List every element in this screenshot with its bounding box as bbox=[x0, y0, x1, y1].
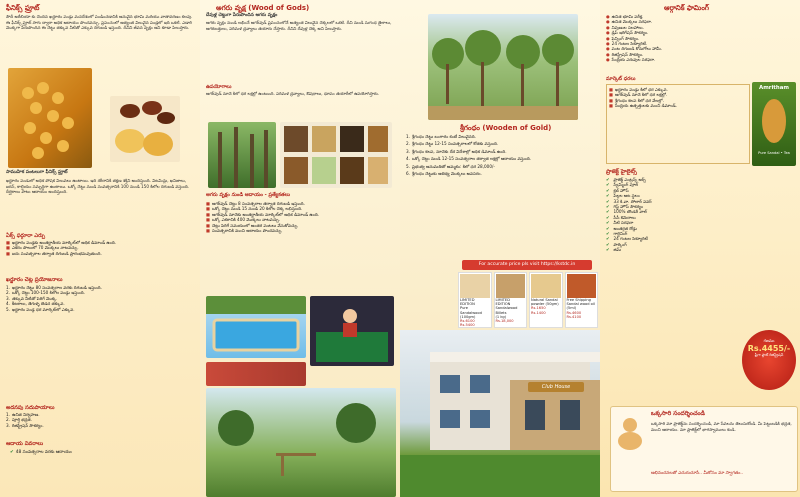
price-badge bbox=[742, 330, 796, 390]
club-house-illustration bbox=[400, 330, 600, 497]
market-box: ■ ఖర్జూరం పండ్లు కిలో ధర ఎక్కువ. ■ అగర్‌వుడ్ నూనె కిలో ధర లక్షల్లో. ■ శ్రీగంధం కలప కిలో ధర వేలల్లో. ■ సేంద్రియ ఉత్పత్తులకు మంచి డిమాండ్. bbox=[606, 84, 750, 164]
amritham-title: Amritham bbox=[759, 85, 789, 91]
garden-park-photo bbox=[206, 388, 396, 497]
visit-closing: అభినందనలతో ఎదురుచూసే.. మీకోసం మా స్వాగతం.. bbox=[651, 471, 744, 476]
club-house-scene bbox=[400, 330, 600, 497]
uses-heading: ఉపయోగాలు bbox=[206, 84, 232, 90]
column-phoenix-fruit bbox=[0, 0, 201, 497]
sandal-figure-illustration bbox=[754, 91, 794, 147]
billiards-photo bbox=[310, 296, 394, 366]
phoenix-body: ఖర్జూరం పండులో అధిక పోషక విలువలు ఉంటాయి. ఇది శరీరానికి తక్షణ శక్తిని అందిస్తుంది. విటమిన్లు, ఖనిజాలు, ఐరన్, కాల్షియం సమృద్ధిగా ఉంటాయి. ఒక్కో చెట్టు నుండి సంవత్సరానికి 100 నుండి 150 కిలోల దిగుబడి వస్తుంది. దీర్ఘకాలం పాటు ఆదాయం అందిస్తుంది. bbox=[6, 178, 190, 195]
amritham-subtitle: Pure Sandal • Tea bbox=[758, 151, 790, 155]
product-card[interactable]: Natural Sandal powder (50gm) Rs.1650 Rs.1400 bbox=[529, 272, 563, 328]
agarwood-intro: అగరు వృక్షం నుండి లభించే అగర్‌వుడ్ ప్రపంచంలోనే అత్యంత విలువైన చెక్కలలో ఒకటి. దీని నుండి సుగంధ తైలాలు, అగరబత్తులు, పరిమళ ద్రవ్యాలు తయారు చేస్తారు. దీనిని దేవుళ్ల చెక్క అని పిలుస్తారు. bbox=[206, 20, 392, 31]
swimming-pool-photo bbox=[206, 296, 306, 358]
subtitle-3: అదనపు సదుపాయాలు bbox=[6, 405, 55, 411]
agarwood-forest-photo bbox=[208, 122, 276, 188]
visit-box bbox=[610, 406, 798, 492]
column-agarwood bbox=[200, 0, 401, 497]
sandalwood-trees-photo bbox=[428, 14, 578, 120]
agarwood-products-photo bbox=[280, 122, 392, 188]
shop-note-banner: For accurate price pls visit https://kstdc.in bbox=[462, 260, 592, 270]
organic-title: ఆర్గానిక్ ఫామింగ్ bbox=[664, 4, 709, 12]
dates-caption: సాముహిక పంటలుగా ఫీనిక్స్ ఫ్రూట్ bbox=[6, 170, 68, 175]
dates-bunch-photo bbox=[8, 68, 92, 168]
trees-illustration bbox=[428, 14, 578, 120]
phoenix-intro: సౌదీ అరేబియా కు చెందిన ఖర్జూరం పండ్లు మనదేశంలో పండించడానికి అనువైన భూమి మరియు వాతావరణం కలవు. ఈ ఫీనిక్స్ ఫ్రూట్ సాగు ద్వారా అధిక ఆదాయం పొందవచ్చు. ప్రపంచంలో అత్యంత విలువైన పండ్లలో ఇది ఒకటి. ఎడారి మొక్కగా పేరుపొందిన ఈ చెట్టు తక్కువ నీటితో ఎక్కువ దిగుబడి ఇస్తుంది. దీనిని జీవన వృక్షం అని కూడా పిలుస్తారు. bbox=[6, 14, 193, 31]
product-card[interactable]: Free Shipping Sandal wood oil (5ml) Rs.4600 Rs.4100 bbox=[565, 272, 599, 328]
bullets-1 bbox=[6, 240, 194, 256]
market-box-heading: మార్కెట్ ధరలు bbox=[606, 76, 636, 82]
organic-features: ● ఉచిత భూమి పరీక్ష. ● ఉచిత మొక్కలు సరఫరా. ● నిపుణుల సలహాలు. ● డ్రిప్ ఇరిగేషన్ సౌకర్యం. ● ఫెన్సింగ్ సౌకర్యం. ● 24 గంటల సెక్యూరిటీ. ● పంట దిగుబడి కొనుగోలు హామీ. ● రిజిస్ట్రేషన్ సౌకర్యం. ● సేంద్రియ ఎరువుల సరఫరా. bbox=[606, 14, 663, 63]
dates-bunch-illustration bbox=[8, 68, 92, 168]
sandalwood-numbered: 1. శ్రీగంధం చెట్టు బంగారం కంటే విలువైనది. 2. శ్రీగంధం చెట్టు 12-15 సంవత్సరాలలో కోతకు వస్తుంది. 3. శ్రీగంధం కలప, నూనెకు దేశ విదేశాల్లో అధిక డిమాండ్ ఉంది. 4. ఒక్కో చెట్టు నుండి 12-15 సంవత్సరాల తర్వాత లక్షల్లో ఆదాయం వస్తుంది. 5. ప్రభుత్వ అనుమతితో అమ్మకం: కిలో ధర 28,000/- 6. శ్రీగంధం చెట్టుకు ఆతిథ్య మొక్కలు అవసరం. bbox=[406, 134, 532, 177]
section2-bullets: ■ అగర్‌వుడ్ చెట్టు 8 సంవత్సరాల తర్వాత దిగుబడి ఇస్తుంది. ■ ఒక్కో చెట్టు నుండి 15 నుండి 20 కిలోల చెక్క లభిస్తుంది. ■ అగర్‌వుడ్ నూనెకు అంతర్జాతీయ మార్కెట్‌లో అధిక డిమాండ్ ఉంది. ■ ఒక్కో ఎకరానికి 400 మొక్కలు నాటవచ్చు. ■ చెట్లు పెరిగే సమయంలో అంతర పంటలు వేసుకోవచ్చు. ■ సంవత్సరానికి మంచి ఆదాయం పొందవచ్చు. bbox=[206, 201, 320, 234]
subtitle-1: ఏక్స్ ఫర్గూరా ఎర్పు bbox=[6, 233, 46, 239]
bullet-item: ■ ఐదు సంవత్సరాల తర్వాత దిగుబడి ప్రారంభమవుతుంది. bbox=[6, 250, 102, 256]
amritham-ad bbox=[752, 82, 796, 166]
section2-heading: అగరు వృక్షం నుండి ఆదాయం - ప్రత్యేకతలు bbox=[206, 192, 290, 198]
bullet-item: ■ ఎకరం పొలంలో 70 మొక్కలు నాటవచ్చు. bbox=[6, 245, 79, 251]
subtitle-2: ఖర్జూరం చెట్ల ప్రయోజనాలు bbox=[6, 277, 63, 283]
price-bottom: ఫ్రీగా ప్లాట్ రిజిస్ట్రేషన్ bbox=[754, 353, 784, 357]
price-top: గజము bbox=[763, 338, 775, 343]
numbered-3: 1. ఉచిత నిర్వహణ. 2. పూర్తి భద్రత. 3. రిజిస్ట్రేషన్ సౌకర్యం. bbox=[6, 412, 44, 428]
bullet-item: ■ ఖర్జూరం పండ్లకు అంతర్జాతీయ మార్కెట్‌లో అధిక డిమాండ్ ఉంది. bbox=[6, 240, 117, 245]
column-features bbox=[600, 0, 800, 497]
subtitle-4: ఆదాయ వివరాలు bbox=[6, 441, 44, 447]
paving-photo bbox=[206, 362, 306, 386]
buddha-icon bbox=[615, 415, 645, 451]
dates-fruit-photo bbox=[110, 96, 180, 162]
agarwood-title: అగరు వృక్ష (Wood of Gods) bbox=[216, 4, 310, 12]
forest-illustration bbox=[208, 122, 276, 188]
visit-text: ఒక్కసారి మా ప్రాజెక్ట్‌ను సందర్శించండి, మా సేవలను తెలుసుకోండి. మీ పెట్టుబడికి భద్రత, మంచి ఆదాయం. మా ప్రాజెక్ట్‌లో భాగస్వాములు కండి. bbox=[651, 421, 792, 432]
park-illustration bbox=[206, 388, 396, 497]
products-illustration bbox=[280, 122, 392, 188]
column-sandalwood bbox=[400, 0, 600, 497]
agarwood-intro-heading: దేవుళ్ల చెట్టుగా పేరుపొందిన అగరు వృక్షం bbox=[206, 13, 278, 18]
club-house-sign: Club House bbox=[528, 382, 584, 392]
income-line: ✔ 48 సంవత్సరాల వరకు ఆదాయం bbox=[10, 450, 72, 455]
project-items: ✔ ప్రాజెక్ట్ ఎంట్రన్స్ ఆర్చ్ ✔ స్విమ్మింగ్ పూల్ ✔ క్లబ్ హౌస్ ✔ పిల్లల ఆట స్థలం ✔ 33 కి.వా. సోలార్ పవర్ ✔ గెస్ట్ హౌస్ సౌకర్యం ✔ 100% బౌండరీ వాల్ ✔ సీసీ కెమెరాలు ✔ నీటి సరఫరా ✔ అంతర్గత రోడ్లు ✔ గార్డెనింగ్ ✔ 24 గంటల సెక్యూరిటీ ✔ పార్కింగ్ ✔ జిమ్ bbox=[606, 177, 652, 253]
product-card[interactable]: LIMITED EDITION Sandalwood Billets (1 kg) Rs.18,000 bbox=[494, 272, 528, 328]
sandalwood-title: శ్రీగంధం (Wooden of Gold) bbox=[460, 124, 552, 132]
billiards-illustration bbox=[310, 296, 394, 366]
product-card[interactable]: LIMITED EDITION Pure Sandalwood (100gm) Rs.6100 Rs.5400 bbox=[458, 272, 492, 328]
project-title: ప్రాజెక్ట్ హైలైట్స్ bbox=[606, 169, 637, 175]
uses-text: అగర్‌వుడ్ నూనె కిలో ధర లక్షల్లో ఉంటుంది. పరిమళ ద్రవ్యాలు, ఔషధాలు, ధూపం తయారీలో ఉపయోగిస్తారు. bbox=[206, 91, 380, 96]
pool-illustration bbox=[206, 296, 306, 358]
numbered-2: 1. ఖర్జూరం చెట్టు 80 సంవత్సరాల వరకు దిగుబడి ఇస్తుంది. 2. ఒక్కో చెట్టు 100-150 కిలోల పండ్లు ఇస్తుంది. 3. తక్కువ నీటితో పెరిగే మొక్క. 4. కీటకాలు, తెగుళ్ళ బెడద తక్కువ. 5. ఖర్జూరం పండ్ల ధర మార్కెట్‌లో ఎక్కువ. bbox=[6, 285, 102, 312]
dates-fruit-illustration bbox=[110, 96, 180, 162]
visit-title: ఒక్కసారి సందర్శించండి bbox=[651, 410, 705, 417]
product-list bbox=[458, 272, 598, 328]
phoenix-title: ఫీనిక్స్ ఫ్రూట్ bbox=[6, 4, 40, 12]
price-value: Rs.4455/- bbox=[747, 344, 791, 353]
